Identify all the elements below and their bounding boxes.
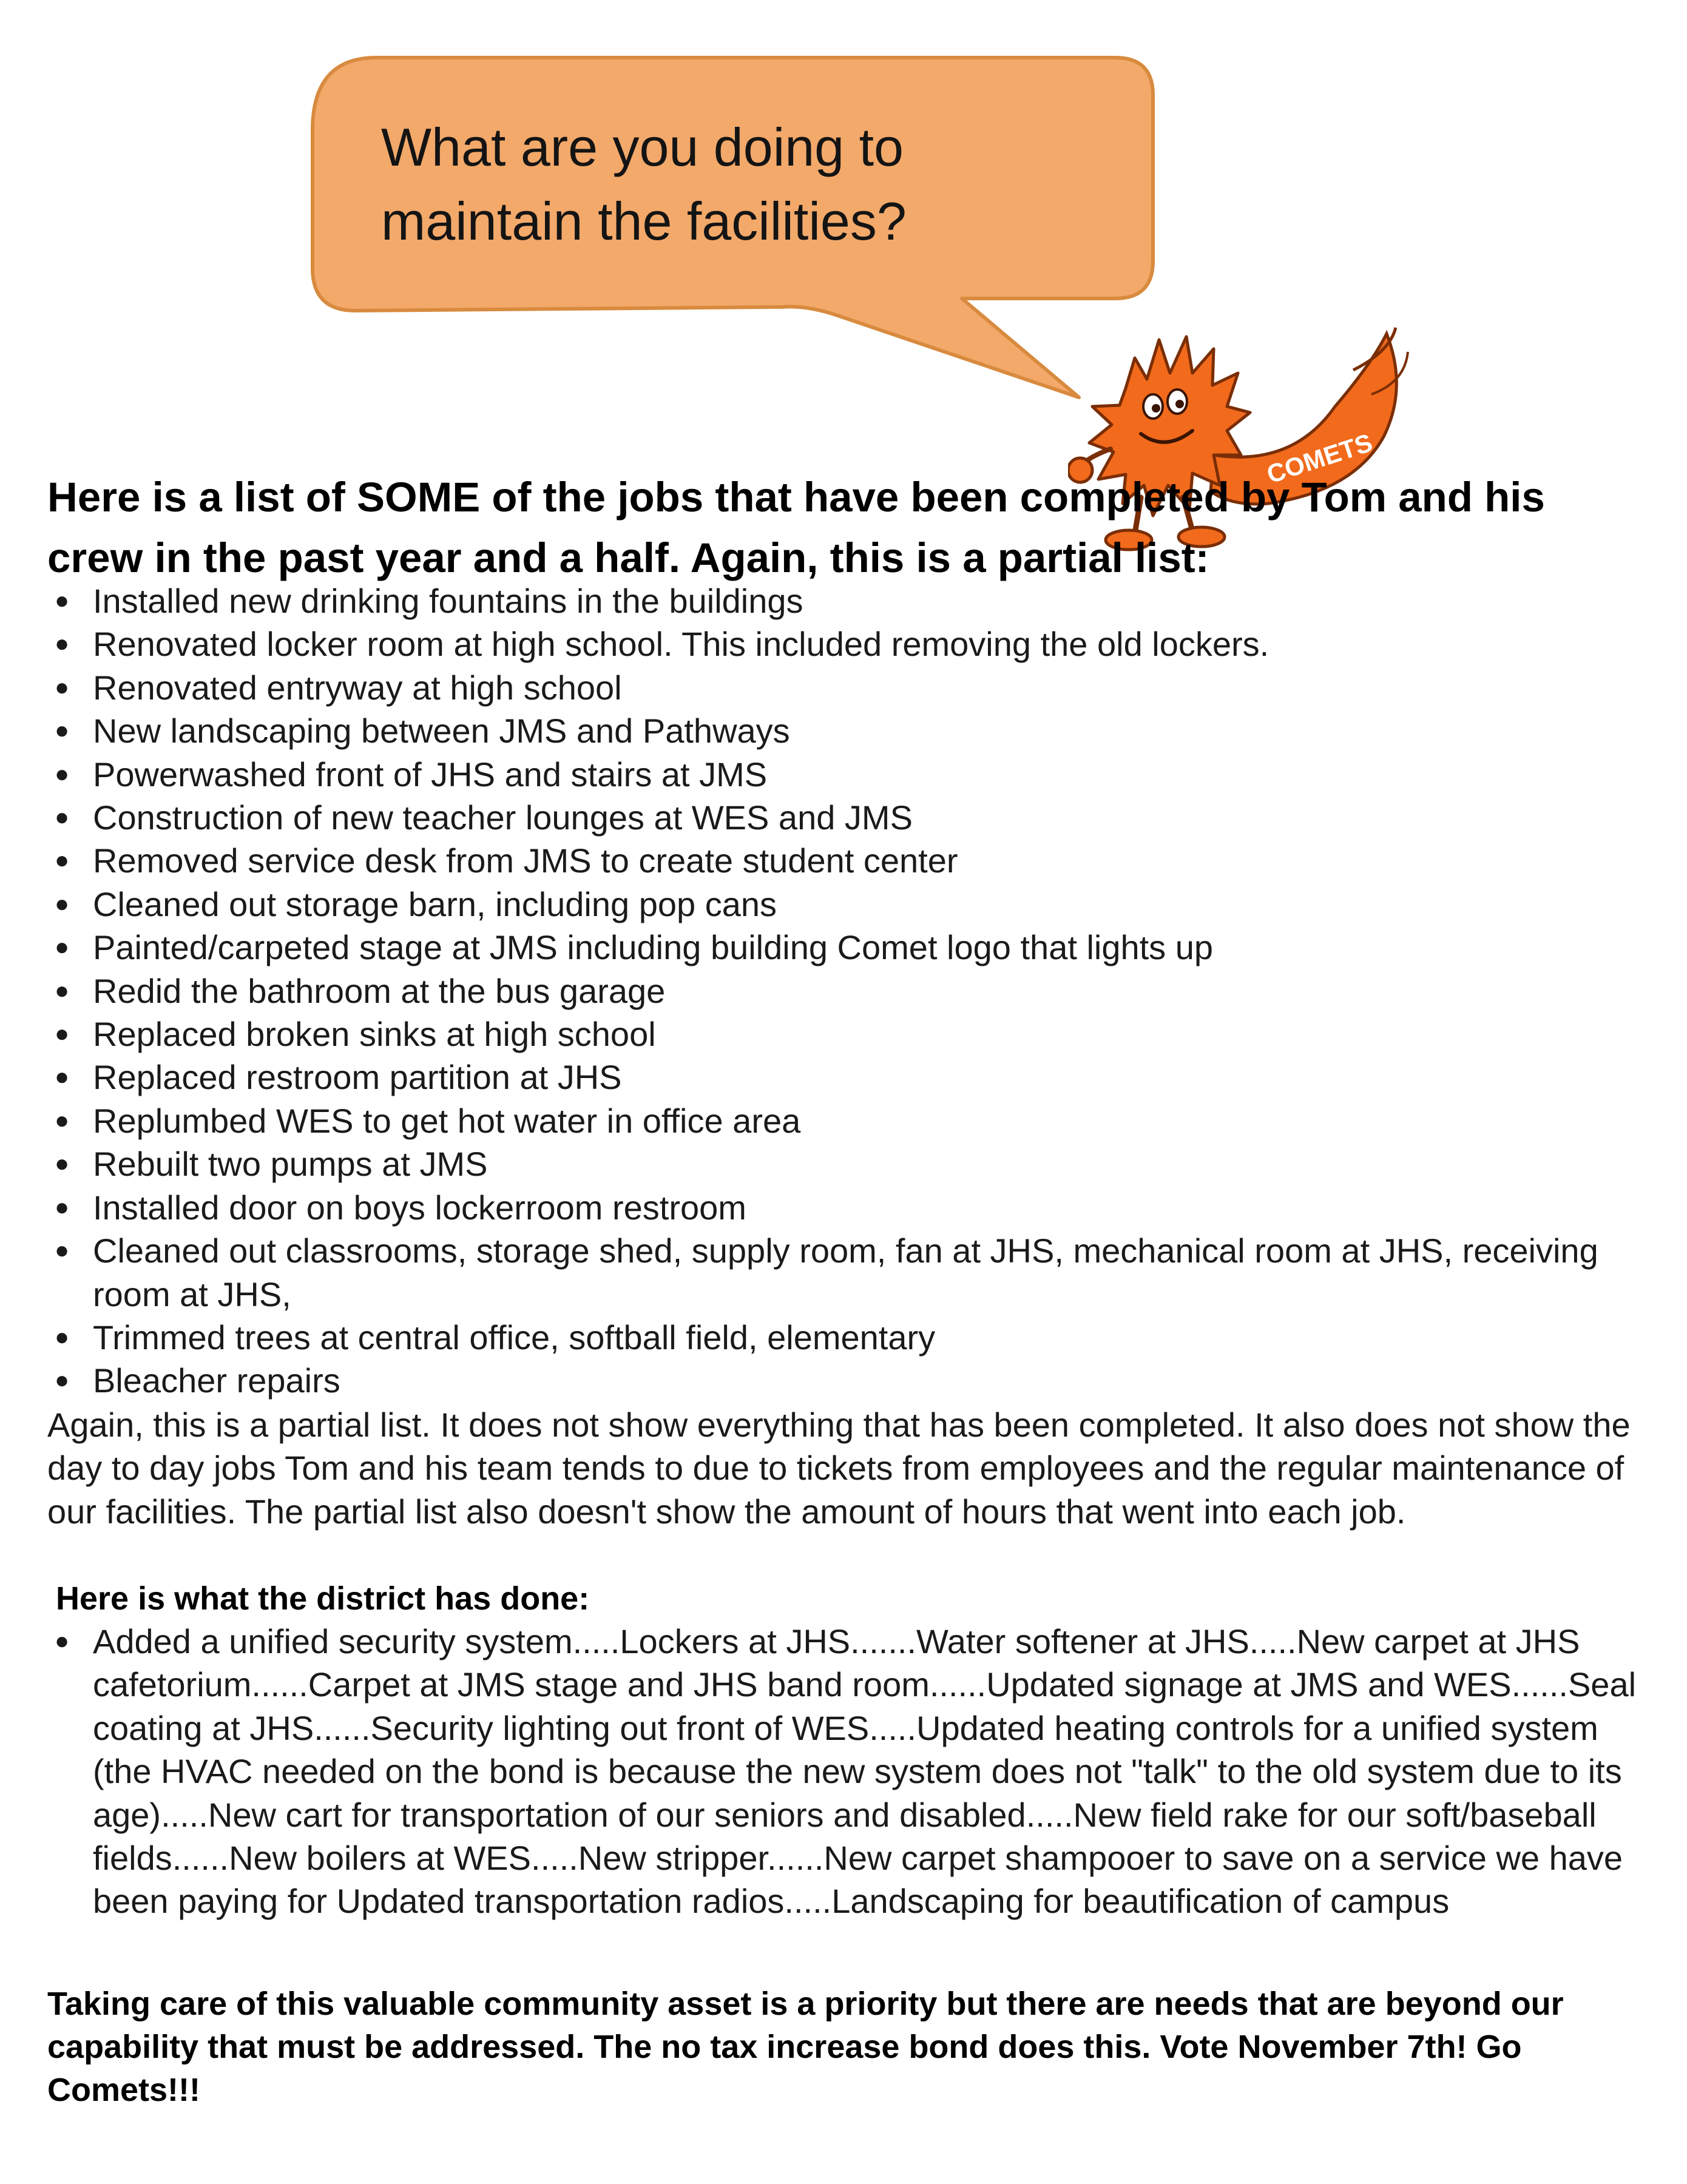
list-item: ● Replaced restroom partition at JHS — [47, 1056, 1649, 1099]
list-item: ● New landscaping between JMS and Pathways — [47, 709, 1649, 752]
list-item: ● Cleaned out classrooms, storage shed, supply room, fan at JHS, mechanical room at JHS, receiving room at JHS, — [47, 1229, 1649, 1316]
list-item: ● Renovated locker room at high school. This included removing the old lockers. — [47, 622, 1649, 666]
list-item: ● Painted/carpeted stage at JMS including building Comet logo that lights up — [47, 926, 1649, 969]
closing-statement: Taking care of this valuable community asset is a priority but there are needs that are beyond our capability that must be addressed. The no tax increase bond does this. Vote November 7th! Go Comets!!! — [47, 1986, 1564, 2108]
list-item: ● Replaced broken sinks at high school — [47, 1013, 1649, 1056]
comet-pupil — [1175, 400, 1184, 408]
list-item: ● Replumbed WES to get hot water in office area — [47, 1099, 1649, 1142]
list-item: ● Trimmed trees at central office, softball field, elementary — [47, 1316, 1649, 1359]
list-item: ● Redid the bathroom at the bus garage — [47, 969, 1649, 1013]
comet-pupil — [1152, 404, 1160, 413]
list-item: ● Removed service desk from JMS to create student center — [47, 839, 1649, 882]
comet-banner-label: COMETS — [1263, 428, 1376, 489]
list-item: ● Construction of new teacher lounges at WES and JMS — [47, 796, 1649, 839]
list-item: ● Renovated entryway at high school — [47, 666, 1649, 709]
partial-list-note: Again, this is a partial list. It does not show everything that has been completed. It also does not show the day to day jobs Tom and his team tends to due to tickets from employees and the regular maintenance of our facilities. The partial list also doesn't show the amount of hours that went into each job. — [47, 1406, 1631, 1531]
district-list — [47, 1620, 1655, 1923]
district-heading: Here is what the district has done: — [56, 1580, 590, 1617]
list-item: ● Installed new drinking fountains in the buildings — [47, 579, 1649, 622]
jobs-list — [47, 579, 1649, 1403]
list-item: ● Bleacher repairs — [47, 1359, 1649, 1402]
list-item: ● Cleaned out storage barn, including pop cans — [47, 883, 1649, 926]
list-item: ● Rebuilt two pumps at JMS — [47, 1142, 1649, 1185]
list-item: ● Powerwashed front of JHS and stairs at JMS — [47, 753, 1649, 796]
list-item: ● Added a unified security system.....Lockers at JHS.......Water softener at JHS.....New carpet at JHS cafetorium......Carpet at JMS stage and JHS band room......Updated signage at JMS and WES......Seal coating at JHS......Security lighting out front of WES.....Updated heating controls for a unified system (the HVAC needed on the bond is because the new system does not "talk" to the old system due to its age).....New cart for transportation of our seniors and disabled.....New field rake for our soft/baseball fields......New boilers at WES.....New stripper......New carpet shampooer to save on a service we have been paying for Updated transportation radios.....Landscaping for beautification of campus — [47, 1620, 1655, 1923]
list-item: ● Installed door on boys lockerroom restroom — [47, 1186, 1649, 1229]
headline: Here is a list of SOME of the jobs that have been completed by Tom and his crew in the past year and a half. Again, this is a partial list: — [47, 474, 1545, 581]
bubble-question: What are you doing to maintain the facilities? — [381, 117, 907, 251]
